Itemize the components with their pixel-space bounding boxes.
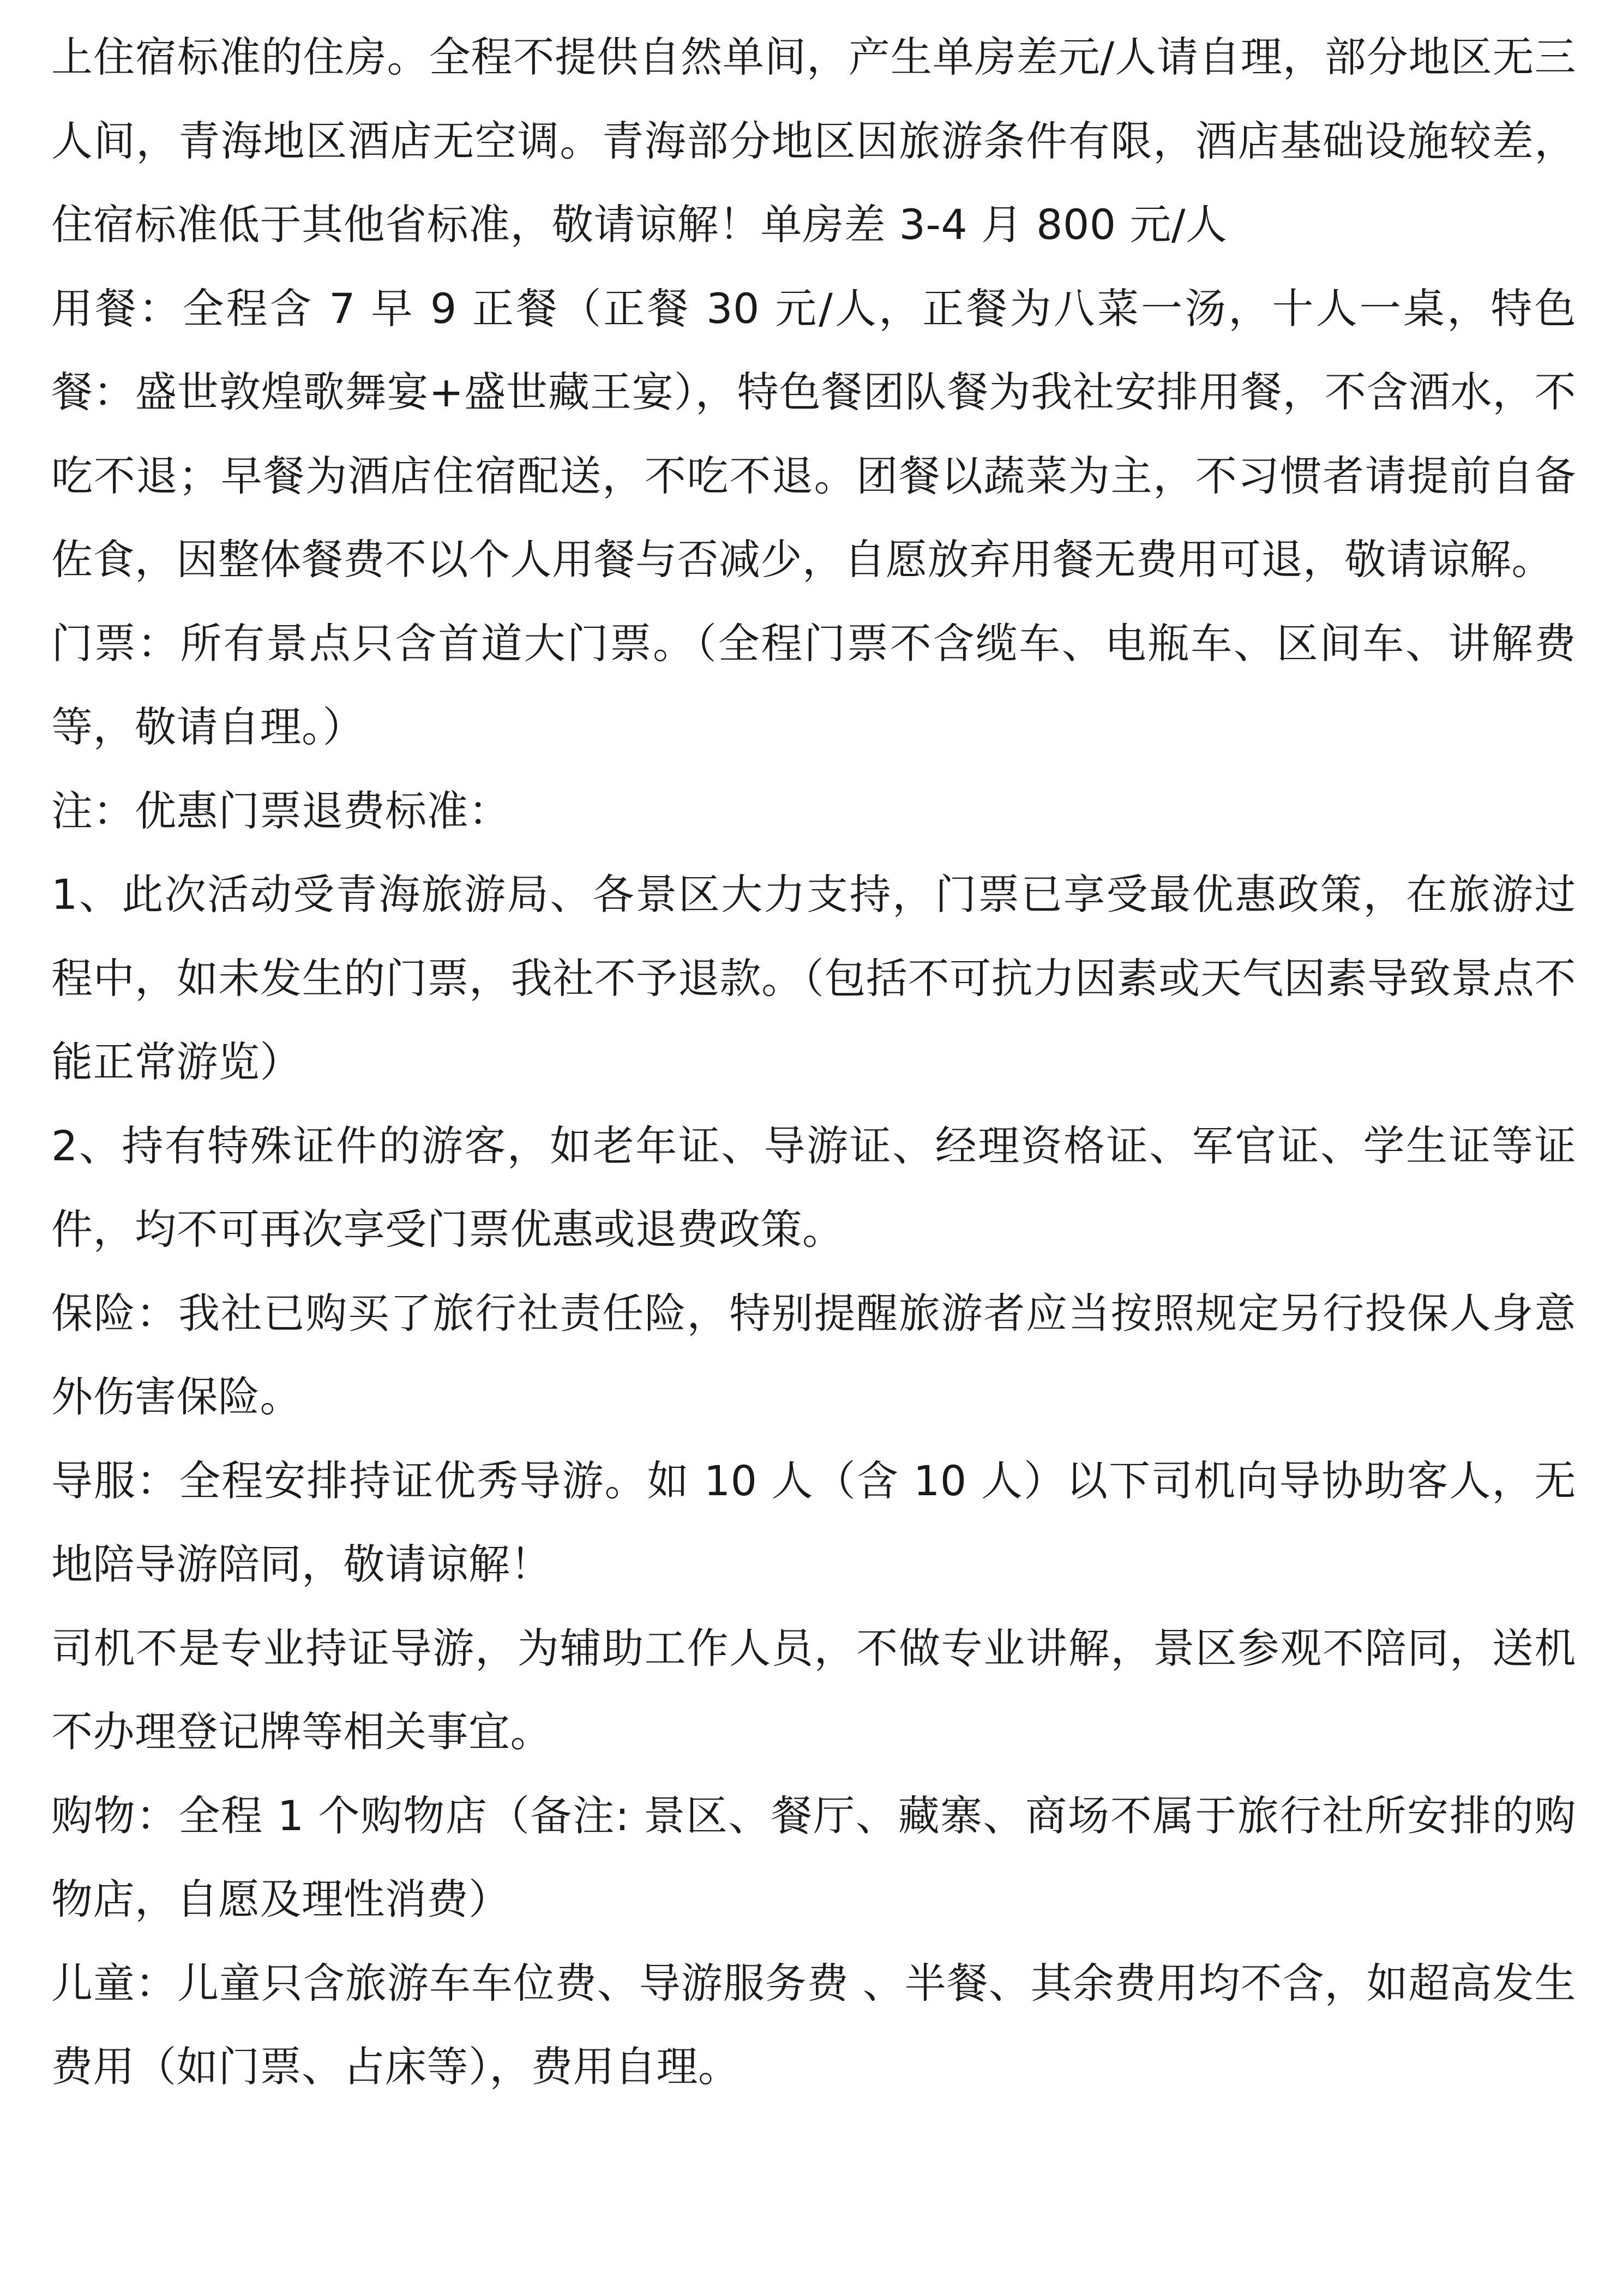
paragraph-accommodation: 上住宿标准的住房。全程不提供自然单间，产生单房差元/人请自理，部分地区无三人间，青海地区酒店无空调。青海部分地区因旅游条件有限，酒店基础设施较差，住宿标准低于其他省标准，敬请谅解！单房差 3-4 月 800 元/人 — [51, 33, 1576, 249]
paragraph-insurance: 保险：我社已购买了旅行社责任险，特别提醒旅游者应当按照规定另行投保人身意外伤害保险。 — [51, 1288, 1576, 1421]
paragraph-refund-rule-2: 2、持有特殊证件的游客，如老年证、导游证、经理资格证、军官证、学生证等证件，均不可再次享受门票优惠或退费政策。 — [51, 1121, 1576, 1254]
paragraph-children: 儿童：儿童只含旅游车车位费、导游服务费 、半餐、其余费用均不含，如超高发生费用（如门票、占床等），费用自理。 — [51, 1958, 1576, 2091]
paragraph-driver: 司机不是专业持证导游，为辅助工作人员，不做专业讲解，景区参观不陪同，送机不办理登记牌等相关事宜。 — [51, 1623, 1576, 1756]
paragraph-shopping: 购物：全程 1 个购物店（备注: 景区、餐厅、藏寨、商场不属于旅行社所安排的购物店，自愿及理性消费） — [51, 1791, 1576, 1923]
paragraph-refund-rule-1: 1、此次活动受青海旅游局、各景区大力支持，门票已享受最优惠政策，在旅游过程中，如未发生的门票，我社不予退款。（包括不可抗力因素或天气因素导致景点不能正常游览） — [51, 870, 1576, 1086]
paragraph-tickets: 门票：所有景点只含首道大门票。（全程门票不含缆车、电瓶车、区间车、讲解费等，敬请自理。） — [51, 619, 1576, 751]
paragraph-guide-service: 导服：全程安排持证优秀导游。如 10 人（含 10 人）以下司机向导协助客人，无地陪导游陪同，敬请谅解！ — [51, 1456, 1576, 1588]
paragraph-ticket-refund-note: 注：优惠门票退费标准： — [51, 786, 510, 835]
paragraph-meals: 用餐：全程含 7 早 9 正餐（正餐 30 元/人，正餐为八菜一汤，十人一桌，特色餐：盛世敦煌歌舞宴+盛世藏王宴），特色餐团队餐为我社安排用餐，不含酒水，不吃不退；早餐为酒店住宿配送，不吃不退。团餐以蔬菜为主，不习惯者请提前自备佐食，因整体餐费不以个人用餐与否减少，自愿放弃用餐无费用可退，敬请谅解。 — [51, 284, 1576, 584]
